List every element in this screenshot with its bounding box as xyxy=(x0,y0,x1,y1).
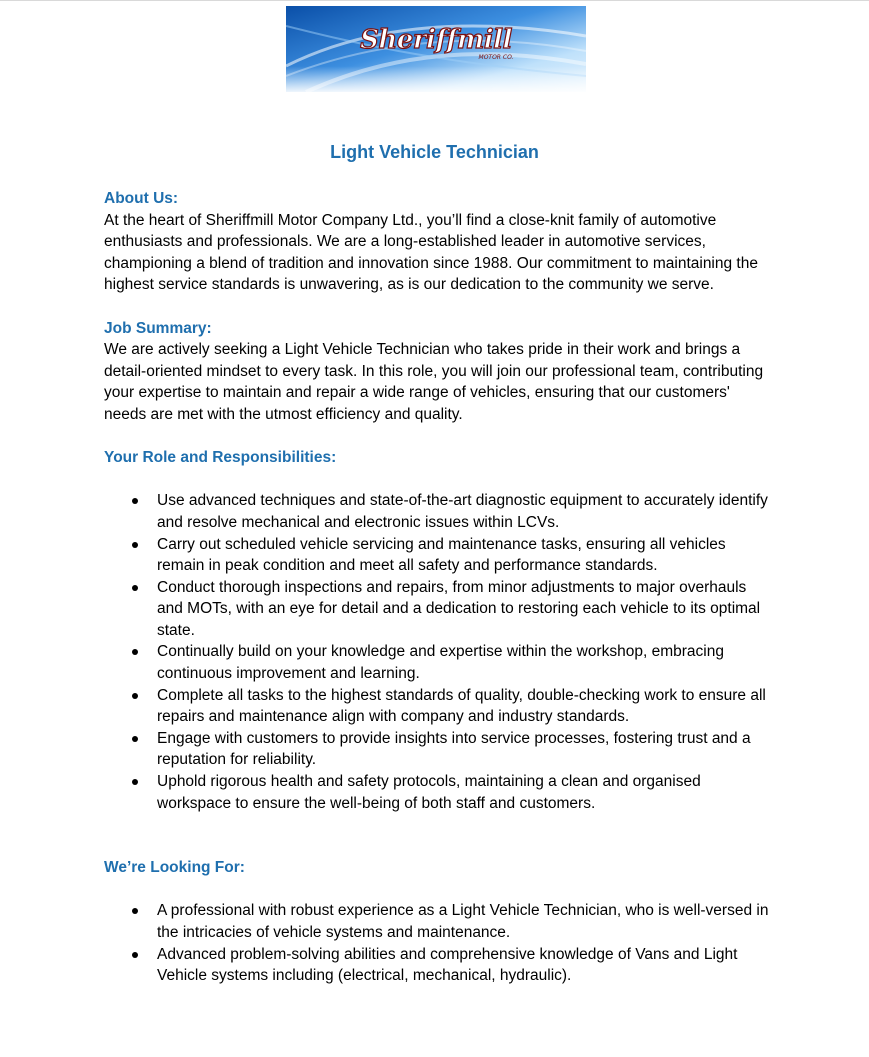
list-item xyxy=(104,728,776,771)
list-item xyxy=(104,771,776,814)
list-item xyxy=(104,577,776,642)
bullet-icon xyxy=(132,498,138,504)
bullet-icon xyxy=(132,779,138,785)
list-item-text: Conduct thorough inspections and repairs, from minor adjustments to major overhauls and MOTs, with an eye for detail and a dedication to restoring each vehicle to its optimal state. xyxy=(157,578,761,639)
list-item-text: Carry out scheduled vehicle servicing and maintenance tasks, ensuring all vehicles remain in peak condition and meet all safety and performance standards. xyxy=(157,535,726,575)
list-item xyxy=(104,490,776,533)
bullet-icon xyxy=(132,952,138,958)
logo-tagline-text: MOTOR CO. xyxy=(478,54,514,61)
list-item xyxy=(104,944,776,987)
looking-for-list xyxy=(104,900,776,986)
list-item xyxy=(104,641,776,684)
about-heading: About Us: xyxy=(104,190,179,207)
bullet-icon xyxy=(132,693,138,699)
list-item-text: Complete all tasks to the highest standards of quality, double-checking work to ensure all repairs and maintenance align with company and industry standards. xyxy=(157,686,766,726)
list-item-text: Engage with customers to provide insights into service processes, fostering trust and a reputation for reliability. xyxy=(157,729,751,769)
list-item-text: A professional with robust experience as a Light Vehicle Technician, who is well-versed in the intricacies of vehicle systems and maintenance. xyxy=(157,902,769,941)
looking-for-heading: We’re Looking For: xyxy=(104,859,245,877)
responsibilities-list xyxy=(104,490,776,814)
about-text: At the heart of Sheriffmill Motor Company Ltd., you’ll find a close-knit family of automotive enthusiasts and professionals. We are a long-established leader in automotive services, championing a blend of tradition and innovation since 1988. Our commitment to maintaining the highest service standards is unwavering, as is our dedication to the community we serve. xyxy=(104,211,758,294)
bullet-icon xyxy=(132,908,138,914)
responsibilities-heading: Your Role and Responsibilities: xyxy=(104,449,337,467)
bullet-icon xyxy=(132,542,138,548)
bullet-icon xyxy=(132,585,138,591)
company-logo xyxy=(286,6,586,92)
list-item xyxy=(104,900,776,943)
page-top-border xyxy=(0,0,869,1)
list-item-text: Continually build on your knowledge and expertise within the workshop, embracing continuous improvement and learning. xyxy=(157,643,724,683)
list-item-text: Advanced problem-solving abilities and comprehensive knowledge of Vans and Light Vehicle systems including (electrical, mechanical, hydraulic). xyxy=(157,945,738,985)
logo-brand-text: Sheriffmill xyxy=(360,25,512,55)
summary-heading: Job Summary: xyxy=(104,319,212,337)
list-item xyxy=(104,534,776,577)
list-item-text: Uphold rigorous health and safety protocols, maintaining a clean and organised workspace to ensure the well-being of both staff and customers. xyxy=(157,773,701,812)
job-description-body xyxy=(104,188,776,987)
bullet-icon xyxy=(132,649,138,655)
page-title: Light Vehicle Technician xyxy=(330,142,539,162)
list-item xyxy=(104,685,776,728)
bullet-icon xyxy=(132,736,138,742)
summary-text: We are actively seeking a Light Vehicle Technician who takes pride in their work and brings a detail-oriented mindset to every task. In this role, you will join our professional team, contributing your expertise to maintain and repair a wide range of vehicles, ensuring that our customers' needs are met with the utmost efficiency and quality. xyxy=(104,341,764,423)
list-item-text: Use advanced techniques and state-of-the-art diagnostic equipment to accurately identify and resolve mechanical and electronic issues within LCVs. xyxy=(157,492,768,531)
